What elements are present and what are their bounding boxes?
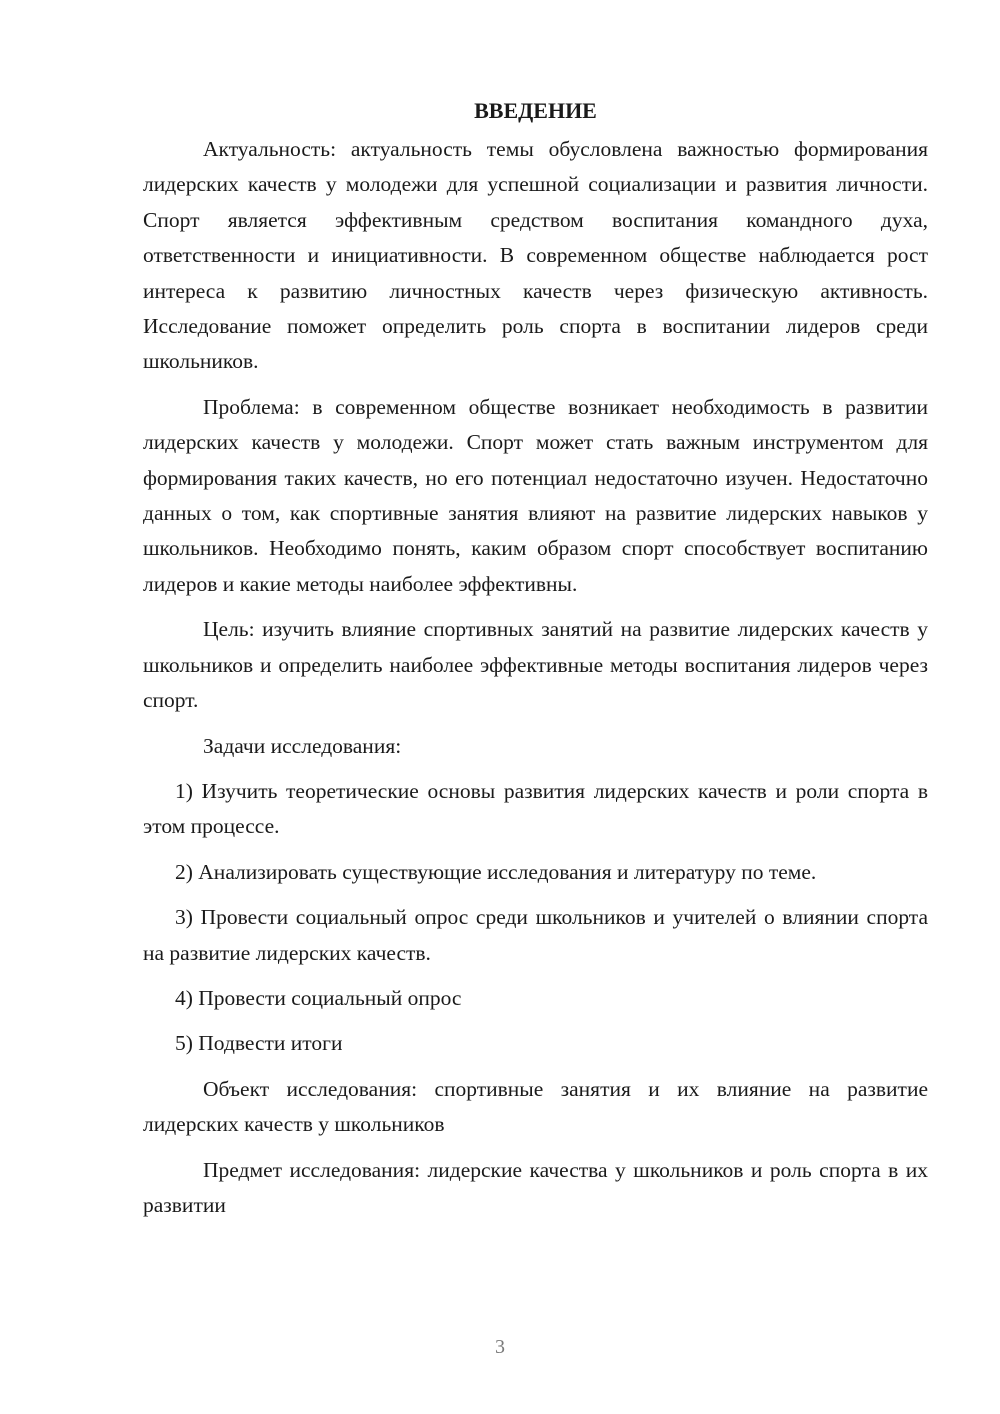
- task-item-3: 3) Провести социальный опрос среди школьников и учителей о влиянии спорта на развитие лидерских качеств.: [143, 905, 928, 965]
- paragraph-goal: Цель: изучить влияние спортивных занятий на развитие лидерских качеств у школьников и определить наиболее эффективные методы воспитания лидеров через спорт.: [143, 617, 928, 713]
- tasks-heading: Задачи исследования:: [203, 733, 402, 758]
- document-page: [143, 96, 928, 1233]
- page-number: 3: [495, 1336, 505, 1358]
- paragraph-research-subject: Предмет исследования: лидерские качества у школьников и роль спорта в их развитии: [143, 1157, 928, 1217]
- task-item-2: 2) Анализировать существующие исследования и литературу по теме.: [175, 859, 817, 884]
- paragraph-relevance: Актуальность: актуальность темы обусловлена важностью формирования лидерских качеств у молодежи для успешной социализации и развития личности. Спорт является эффективным средством воспитания командного духа, ответственности и инициативности. В современном обществе наблюдается рост интереса к развитию личностных качеств через физическую активность. Исследование поможет определить роль спорта в воспитании лидеров среди школьников.: [143, 137, 928, 374]
- paragraph-problem: Проблема: в современном обществе возникает необходимость в развитии лидерских качеств у молодежи. Спорт может стать важным инструментом для формирования таких качеств, но его потенциал недостаточно изучен. Недостаточно данных о том, как спортивные занятия влияют на развитие лидерских навыков у школьников. Необходимо понять, каким образом спорт способствует воспитанию лидеров и какие методы наиболее эффективны.: [143, 394, 928, 596]
- task-item-5: 5) Подвести итоги: [175, 1031, 343, 1056]
- page-title: ВВЕДЕНИЕ: [474, 98, 597, 123]
- paragraph-research-object: Объект исследования: спортивные занятия и их влияние на развитие лидерских качеств у школьников: [143, 1076, 928, 1137]
- task-item-4: 4) Провести социальный опрос: [175, 985, 462, 1010]
- task-item-1: 1) Изучить теоретические основы развития лидерских качеств и роли спорта в этом процессе.: [143, 778, 928, 839]
